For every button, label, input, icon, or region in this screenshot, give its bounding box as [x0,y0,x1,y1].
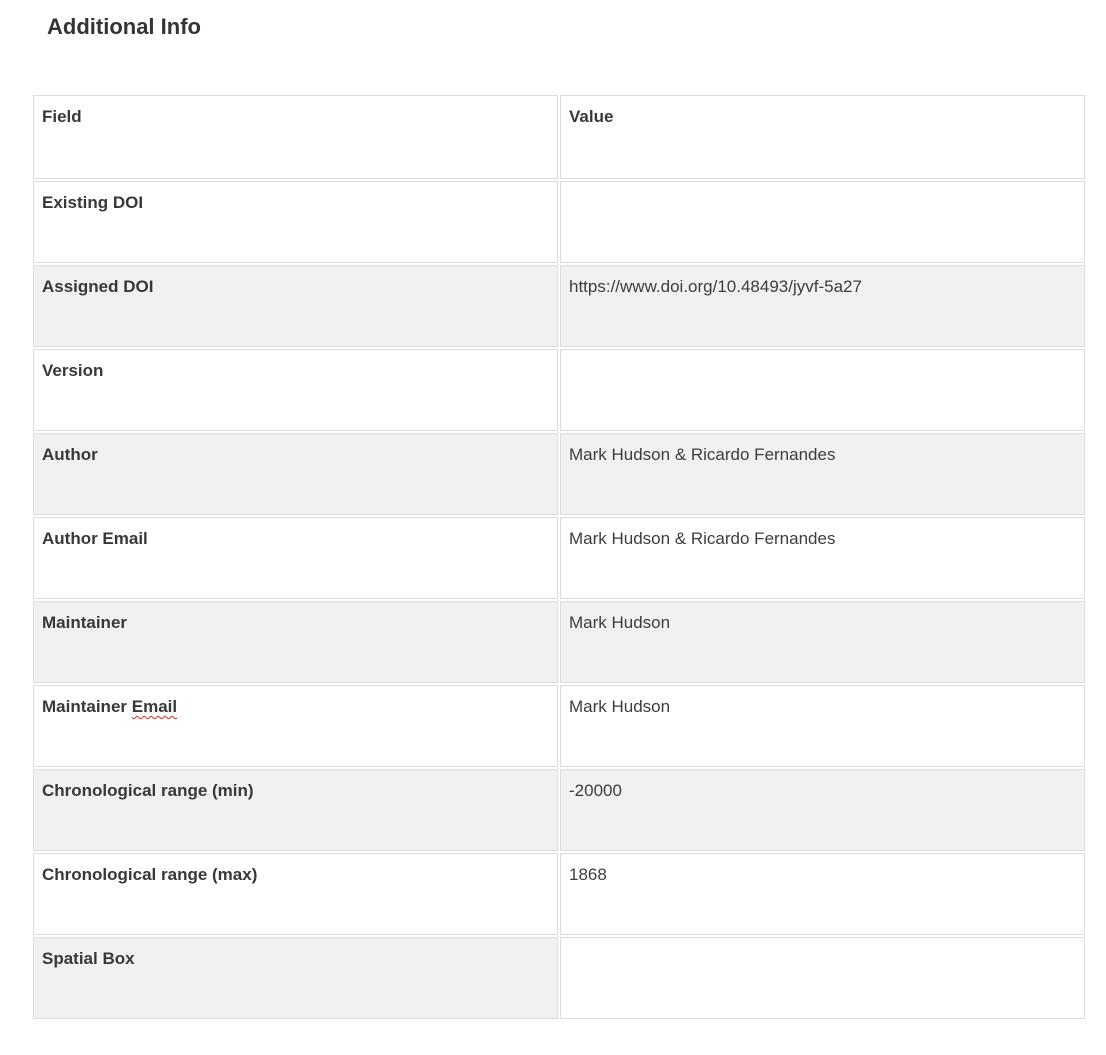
value-cell [560,685,1085,767]
table-header-row [33,95,1085,179]
table-head [33,95,1085,179]
table-row [33,853,1085,935]
value-text: Mark Hudson [569,613,671,632]
additional-info-section [0,14,1106,1021]
table-row [33,433,1085,515]
value-text: https://www.doi.org/10.48493/jyvf-5a27 [569,277,862,296]
column-header-field: Field [33,95,558,179]
field-label: Existing DOI [42,193,144,212]
value-cell [560,517,1085,599]
page-title: Additional Info [47,14,201,39]
value-cell [560,433,1085,515]
table-row [33,517,1085,599]
value-cell [560,937,1085,1019]
field-cell [33,265,558,347]
field-label: Spatial Box [42,949,135,968]
field-cell [33,937,558,1019]
table-row [33,265,1085,347]
field-label: Maintainer [42,697,132,716]
field-cell [33,349,558,431]
field-label: Author [42,445,98,464]
value-cell [560,769,1085,851]
field-label: Author Email [42,529,148,548]
value-cell [560,181,1085,263]
field-cell [33,517,558,599]
table-row [33,937,1085,1019]
table-body [33,181,1085,1019]
value-text: -20000 [569,781,622,800]
field-label-misspelled-word: Email [131,697,178,716]
table-row [33,181,1085,263]
table-row [33,685,1085,767]
table-row [33,601,1085,683]
field-cell [33,181,558,263]
value-text: Mark Hudson [569,697,671,716]
field-label: Chronological range (max) [42,865,258,884]
field-label: Maintainer [42,613,128,632]
field-cell [33,853,558,935]
field-cell [33,601,558,683]
value-cell [560,265,1085,347]
field-cell [33,433,558,515]
value-cell [560,853,1085,935]
field-cell [33,769,558,851]
field-label: Assigned DOI [42,277,154,296]
column-header-value: Value [560,95,1085,179]
field-cell [33,685,558,767]
value-cell [560,601,1085,683]
field-label: Version [42,361,104,380]
table-row [33,769,1085,851]
field-label: Chronological range (min) [42,781,254,800]
value-cell [560,349,1085,431]
value-text: Mark Hudson & Ricardo Fernandes [569,529,836,548]
value-text: Mark Hudson & Ricardo Fernandes [569,445,836,464]
value-text: 1868 [569,865,607,884]
table-row [33,349,1085,431]
additional-info-table [31,93,1087,1021]
